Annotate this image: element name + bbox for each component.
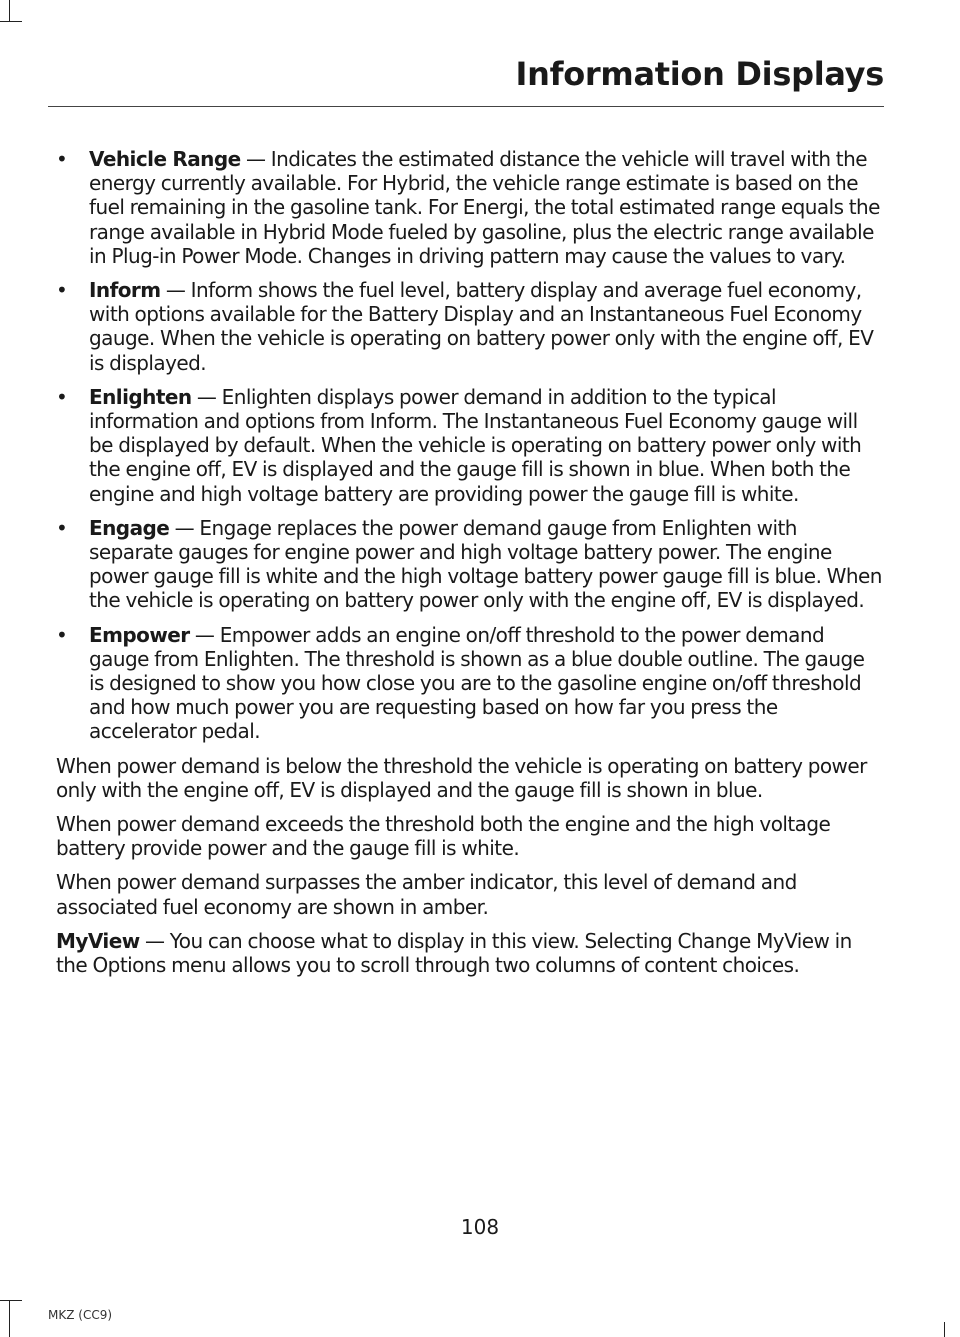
header-divider <box>48 106 884 107</box>
list-term: Enlighten <box>89 384 192 409</box>
list-term: Engage <box>89 515 170 540</box>
list-text: Enlighten displays power demand in addition to the typical information and options from Inform. The Instantaneous Fuel Economy gauge will be displayed by default. When the vehicle is operating on battery power only with the engine off, EV is displayed and the gauge fill is shown in blue. When both the engine and high voltage battery are providing power the gauge fill is white. <box>89 384 862 506</box>
footer-model-code: MKZ (CC9) <box>48 1308 113 1322</box>
list-text: Inform shows the fuel level, battery display and average fuel economy, with options available for the Battery Display and an Instantaneous Fuel Economy gauge. When the vehicle is operating on battery power only with the engine off, EV is displayed. <box>89 278 874 375</box>
list-text: Engage replaces the power demand gauge from Enlighten with separate gauges for engine power and high voltage battery power. The engine power gauge fill is white and the high voltage battery power gauge fill is blue. When the vehicle is operating on battery power only with the engine off, EV is displayed. <box>89 515 882 613</box>
paragraph-below-threshold: When power demand is below the threshold the vehicle is operating on battery power only with the engine off, EV is displayed and the gauge fill is shown in blue. <box>56 753 867 802</box>
display-modes-list <box>56 147 884 744</box>
list-text: Empower adds an engine on/off threshold to the power demand gauge from Enlighten. The threshold is shown as a blue double outline. The gauge is designed to show you how close you are to the gasoline engine on/off threshold and how much power you are requesting based on how far you press the accelerator pedal. <box>89 622 865 744</box>
paragraph-amber-indicator: When power demand surpasses the amber indicator, this level of demand and associated fuel economy are shown in amber. <box>56 870 797 919</box>
myview-term: MyView <box>56 928 140 953</box>
crop-mark-top-left-horizontal <box>0 21 22 22</box>
bullet-icon: • <box>56 147 68 171</box>
list-term: Vehicle Range <box>89 147 241 171</box>
page-number: 108 <box>460 1215 500 1239</box>
crop-mark-top-left-vertical <box>9 0 10 22</box>
list-item-vehicle-range: • Vehicle Range — Indicates the estimated distance the vehicle will travel with the energy currently available. For Hybrid, the vehicle range estimate is based on the fuel remaining in the gasoline tank. For Energi, the total estimated range equals the range available in Hybrid Mode fueled by gasoline, plus the electric range available in Plug-in Power Mode. Changes in driving pattern may cause the values to vary. <box>56 147 880 268</box>
paragraph-myview: MyView — You can choose what to display in this view. Selecting Change MyView in the Options menu allows you to scroll through two columns of content choices. <box>56 928 852 978</box>
list-term: Empower <box>89 622 190 647</box>
list-item-empower: • Empower — Empower adds an engine on/off threshold to the power demand gauge from Enlighten. The threshold is shown as a blue double outline. The gauge is designed to show you how close you are to the gasoline engine on/off threshold and how much power you are requesting based on how far you press the accelerator pedal. <box>56 622 865 744</box>
page-title: Information Displays <box>515 55 884 93</box>
list-term: Inform <box>89 278 161 303</box>
list-item-inform: • Inform — Inform shows the fuel level, battery display and average fuel economy, with options available for the Battery Display and an Instantaneous Fuel Economy gauge. When the vehicle is operating on battery power only with the engine off, EV is displayed. <box>56 278 874 375</box>
bullet-icon: • <box>56 384 68 409</box>
page-content <box>56 147 884 987</box>
list-text: Indicates the estimated distance the vehicle will travel with the energy currently available. For Hybrid, the vehicle range estimate is based on the fuel remaining in the gasoline tank. For Energi, the total estimated range equals the range available in Hybrid Mode fueled by gasoline, plus the electric range available in Plug-in Power Mode. Changes in driving pattern may cause the values to vary. <box>89 147 880 268</box>
list-item-enlighten: • Enlighten — Enlighten displays power demand in addition to the typical information and options from Inform. The Instantaneous Fuel Economy gauge will be displayed by default. When the vehicle is operating on battery power only with the engine off, EV is displayed and the gauge fill is shown in blue. When both the engine and high voltage battery are providing power the gauge fill is white. <box>56 384 862 506</box>
paragraph-exceeds-threshold: When power demand exceeds the threshold both the engine and the high voltage battery provide power and the gauge fill is white. <box>56 812 831 861</box>
bullet-icon: • <box>56 278 68 303</box>
bullet-icon: • <box>56 515 68 540</box>
list-item-engage: • Engage — Engage replaces the power demand gauge from Enlighten with separate gauges for engine power and high voltage battery power. The engine power gauge fill is white and the high voltage battery power gauge fill is blue. When the vehicle is operating on battery power only with the engine off, EV is displayed. <box>56 515 882 613</box>
myview-text: You can choose what to display in this view. Selecting Change MyView in the Options menu allows you to scroll through two columns of content choices. <box>56 928 852 978</box>
crop-mark-bottom-right-vertical <box>944 1322 945 1337</box>
crop-mark-bottom-left-vertical <box>9 1300 10 1337</box>
crop-mark-bottom-left-horizontal <box>0 1300 22 1301</box>
bullet-icon: • <box>56 622 68 647</box>
